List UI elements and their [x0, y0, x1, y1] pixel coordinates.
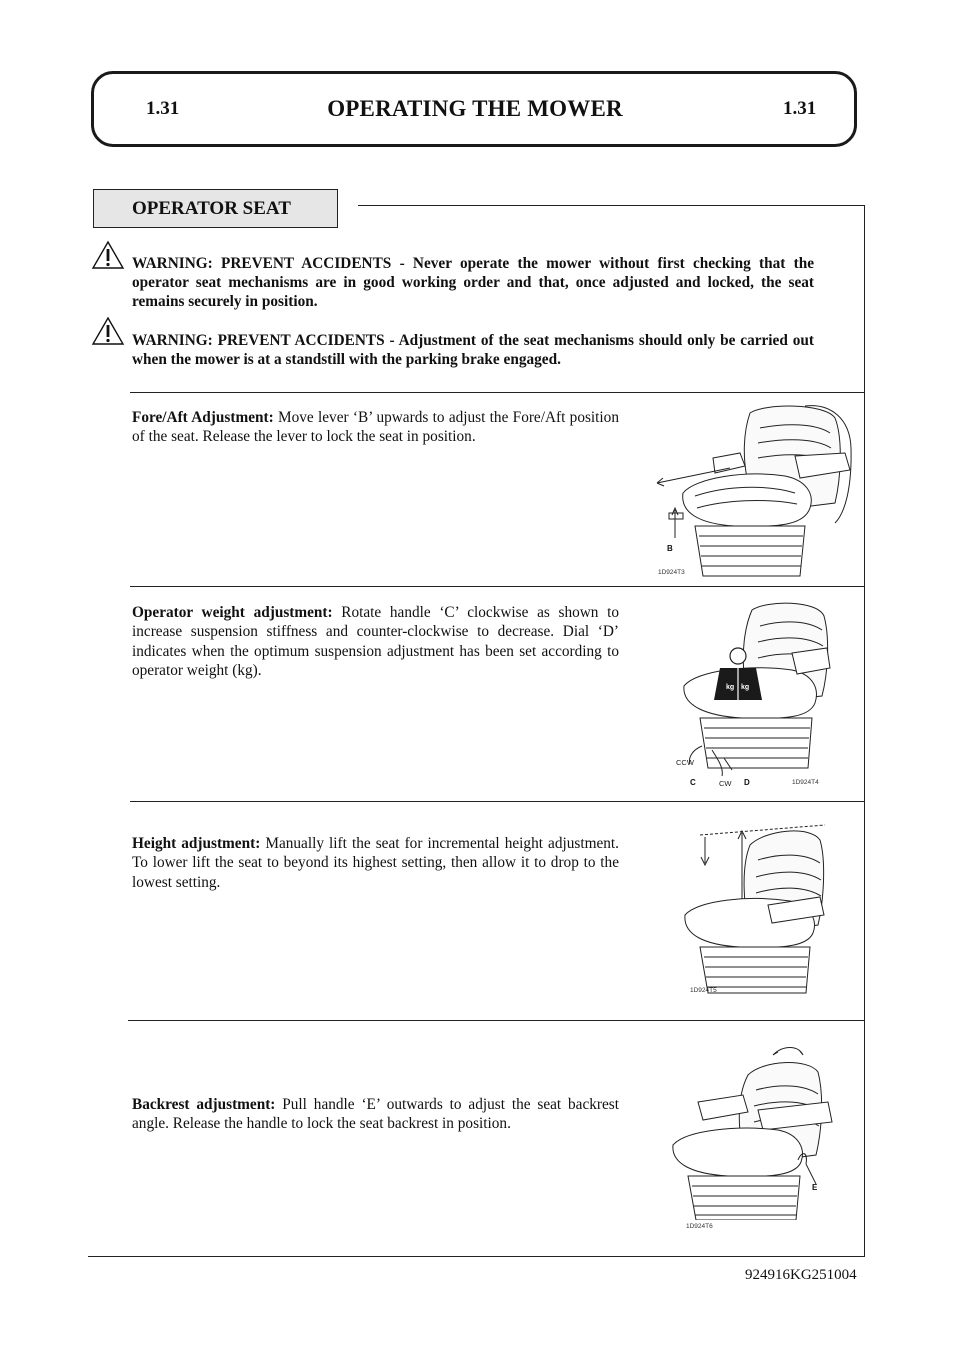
height-adjustment-text: [132, 834, 619, 892]
figure-code: 1D924T3: [658, 569, 685, 576]
seat-height-figure: [680, 815, 880, 995]
section-title: OPERATOR SEAT: [132, 198, 291, 219]
frame-top-line: [358, 205, 865, 206]
warning-triangle-icon: [91, 316, 125, 346]
label-ccw: CCW: [676, 758, 694, 767]
page-title: OPERATING THE MOWER: [327, 96, 623, 121]
item-heading: Fore/Aft Adjustment:: [132, 409, 274, 426]
divider-4: [128, 1020, 865, 1021]
item-heading: Height adjustment:: [132, 835, 261, 852]
seat-backrest-figure: [668, 1040, 868, 1220]
label-e: E: [812, 1183, 818, 1192]
label-b: B: [667, 544, 673, 553]
figure-code: 1D924T6: [686, 1223, 713, 1230]
label-kg-1: kg: [726, 684, 735, 691]
label-c: C: [690, 778, 696, 787]
item-heading: Operator weight adjustment:: [132, 604, 333, 621]
label-d: D: [744, 778, 750, 787]
seat-weight-figure: [672, 598, 872, 778]
frame-bottom-line: [88, 1256, 865, 1257]
warning-triangle-icon: [91, 240, 125, 270]
backrest-adjustment-text: [132, 1095, 619, 1134]
figure-code: 1D924T4: [792, 779, 819, 786]
item-body: Manually lift the seat for incremental height adjustment. To lower lift the seat to beyond its highest setting, then allow it to drop to the lowest setting.: [132, 835, 619, 891]
label-kg-2: kg: [741, 684, 750, 691]
divider-1: [130, 392, 865, 393]
section-number-left: 1.31: [146, 98, 180, 119]
divider-2: [130, 586, 865, 587]
item-body: Rotate handle ‘C’ clockwise as shown to increase suspension stiffness and counter-clockwise to decrease. Dial ‘D’ indicates when the optimum suspension adjustment has been set according to operator weight (kg).: [132, 604, 620, 679]
seat-fore-aft-figure: [655, 398, 855, 578]
fore-aft-adjustment-text: [132, 408, 619, 447]
divider-3: [130, 801, 865, 802]
warning-text-2: WARNING: PREVENT ACCIDENTS - Adjustment of the seat mechanisms should only be carried out when the mower is at a standstill with the parking brake engaged.: [132, 332, 814, 369]
warning-text-1: WARNING: PREVENT ACCIDENTS - Never operate the mower without first checking that the operator seat mechanisms are in good working order and that, once adjusted and locked, the seat remains securely in position.: [132, 255, 814, 311]
label-cw: CW: [719, 779, 732, 788]
item-heading: Backrest adjustment:: [132, 1096, 276, 1113]
document-code: 924916KG251004: [745, 1267, 857, 1283]
operator-weight-adjustment-text: [132, 603, 619, 680]
section-number-right: 1.31: [783, 98, 817, 119]
item-body: Move lever ‘B’ upwards to adjust the Fore/Aft position of the seat. Release the lever to lock the seat in position.: [132, 409, 619, 446]
figure-code: 1D924T5: [690, 987, 717, 994]
item-body: Pull handle ‘E’ outwards to adjust the seat backrest angle. Release the handle to lock the seat backrest in position.: [132, 1096, 619, 1133]
